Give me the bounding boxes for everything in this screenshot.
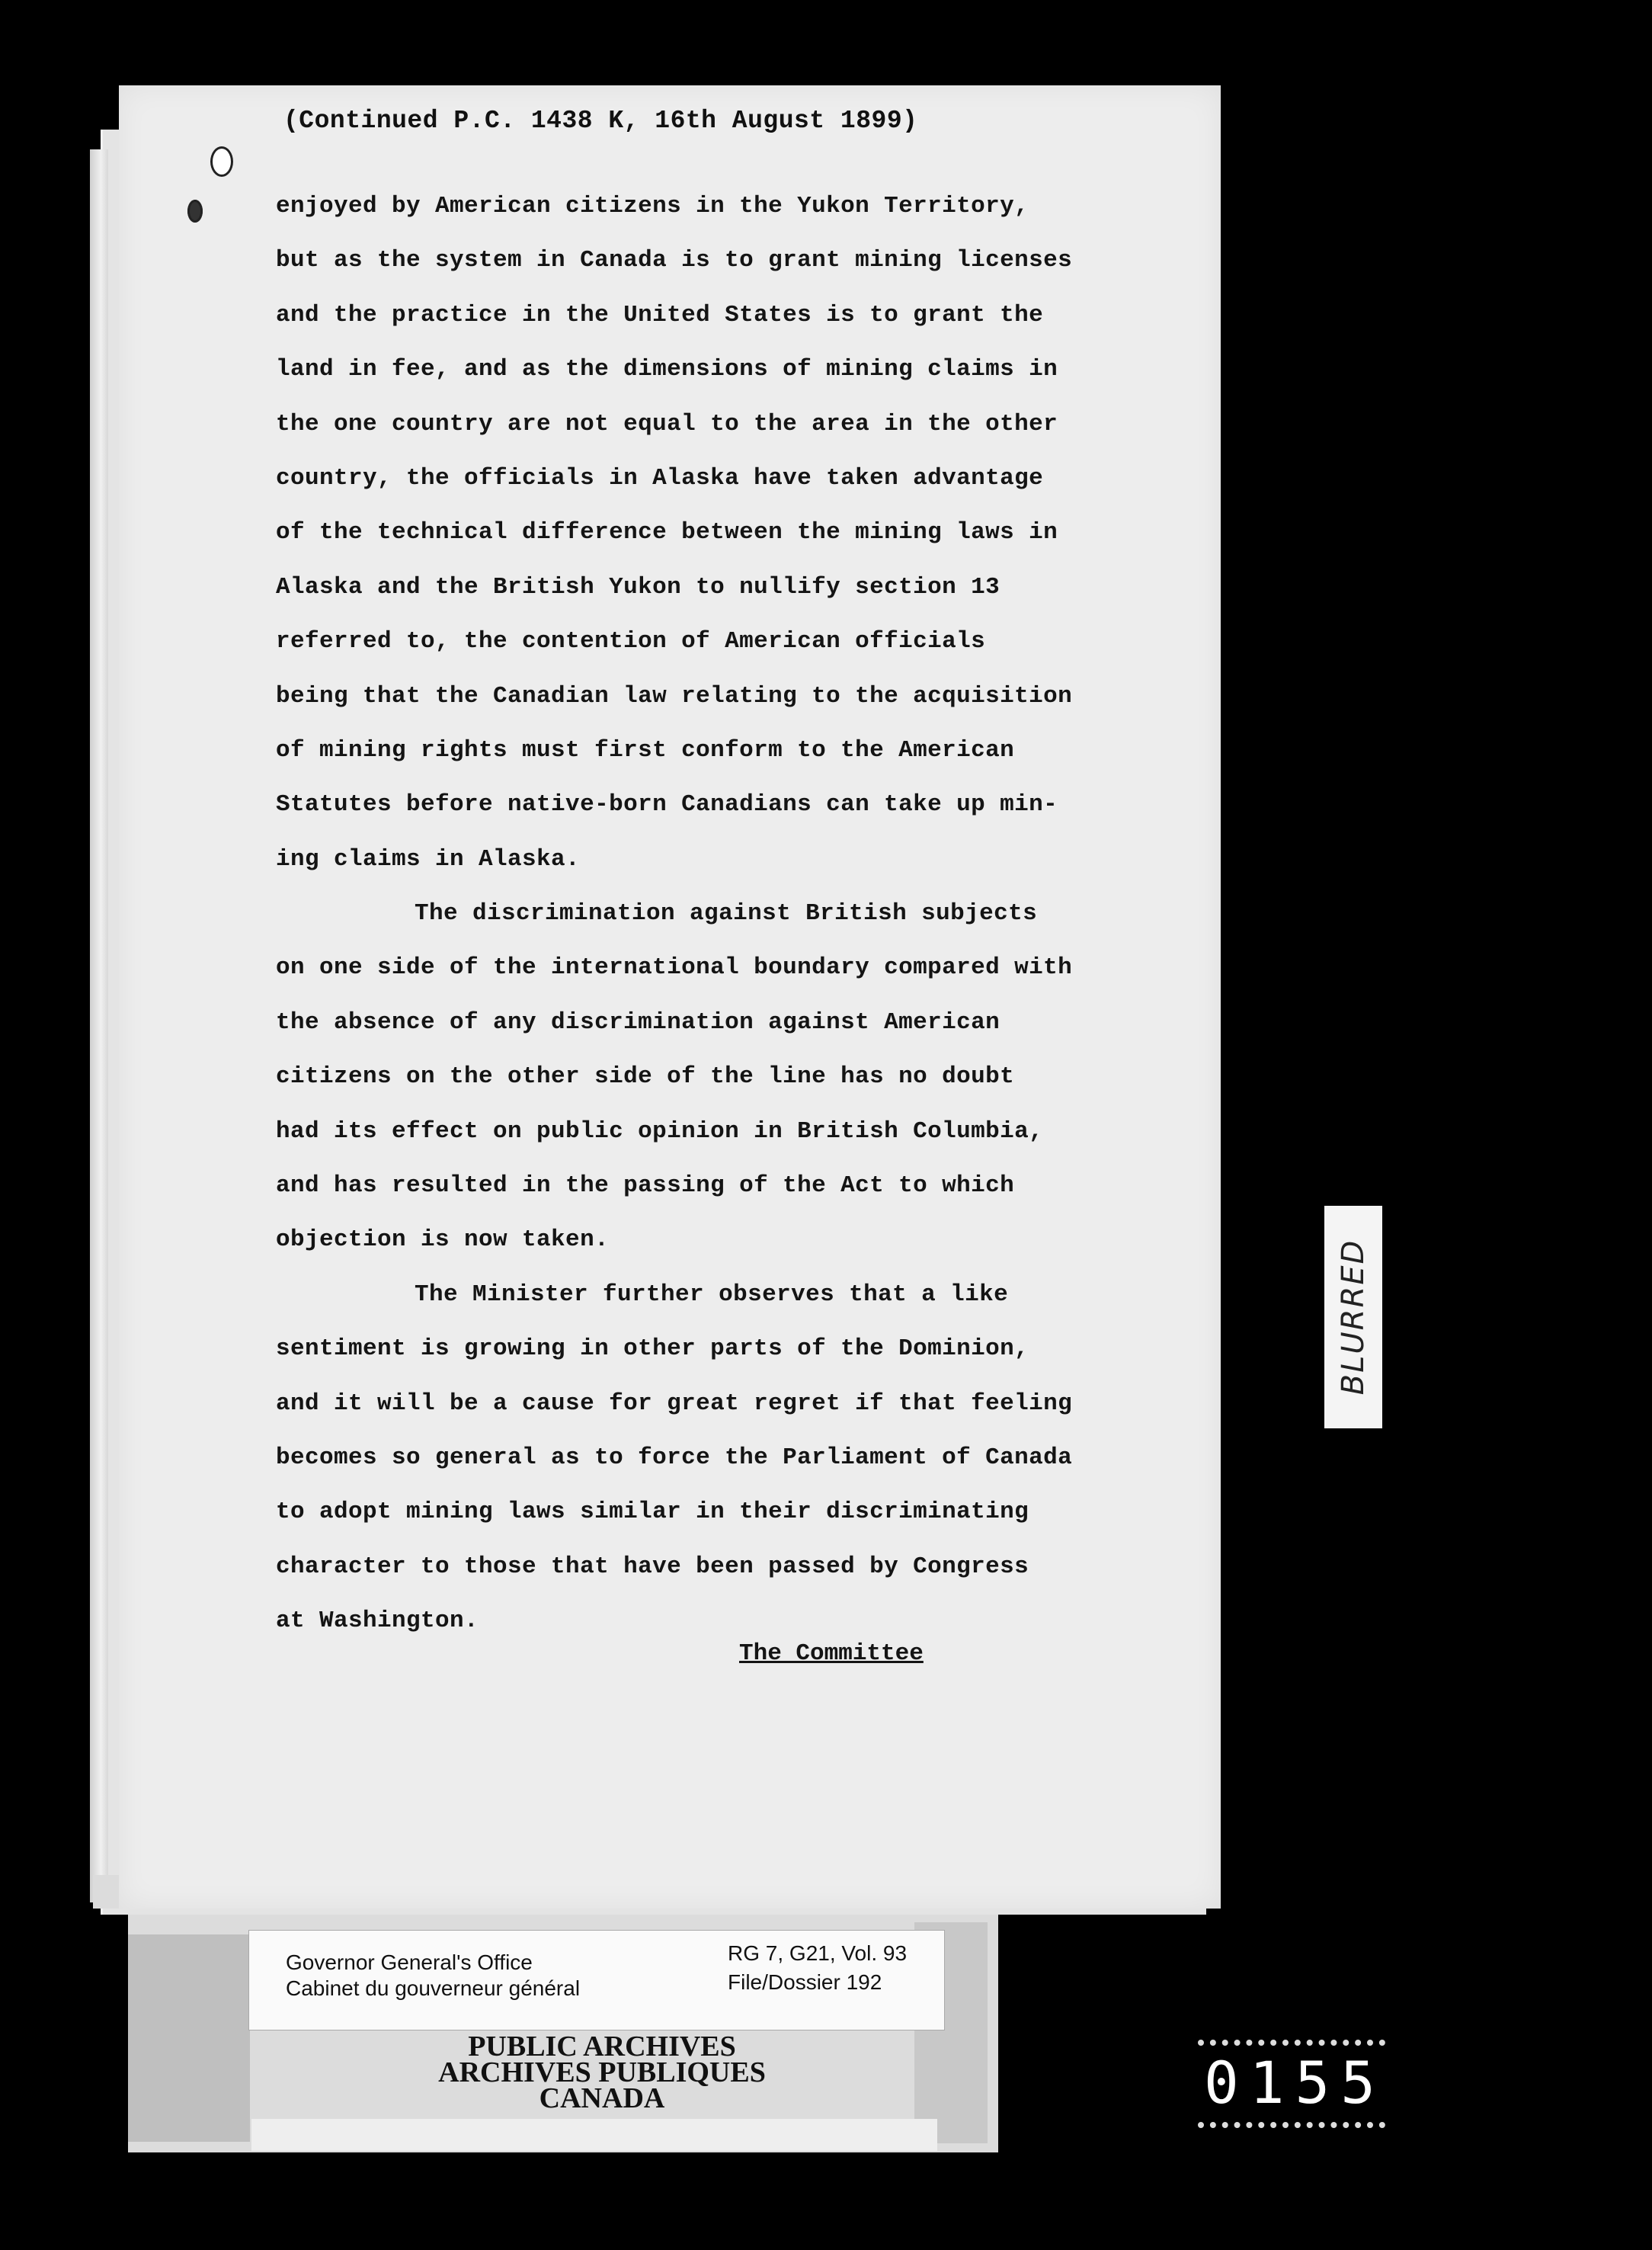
archive-reference-label (248, 1930, 945, 2030)
document-line: to adopt mining laws similar in their discriminating (276, 1498, 1029, 1526)
document-line: ing claims in Alaska. (276, 845, 581, 873)
blurred-tag-text: BLURRED (1336, 1239, 1371, 1396)
document-line: referred to, the contention of American officials (276, 628, 986, 655)
document-body (276, 179, 1099, 1649)
strip-bottom (251, 2119, 937, 2151)
document-line: of the technical difference between the mining laws in (276, 519, 1058, 546)
document-line: country, the officials in Alaska have taken advantage (276, 464, 1044, 492)
document-line: and the practice in the United States is to grant the (276, 301, 1044, 329)
document-line: The discrimination against British subjects (415, 900, 1038, 928)
punch-hole (187, 200, 203, 223)
document-line: and it will be a cause for great regret if that feeling (276, 1389, 1073, 1417)
archives-line-fr: ARCHIVES PUBLIQUES (438, 2056, 766, 2088)
document-line: had its effect on public opinion in British Columbia, (276, 1117, 1044, 1145)
punch-hole (210, 146, 233, 177)
archives-line-country: CANADA (539, 2082, 665, 2114)
document-line: on one side of the international boundary compared with (276, 954, 1073, 982)
document-line: objection is now taken. (276, 1226, 610, 1254)
file-reference: File/Dossier 192 (728, 1970, 882, 1994)
document-line: being that the Canadian law relating to the acquisition (276, 682, 1073, 710)
office-name-en: Governor General's Office (286, 1950, 533, 1974)
office-name-fr: Cabinet du gouverneur général (286, 1976, 581, 2000)
film-frame-counter (1198, 2040, 1385, 2128)
document-line: the one country are not equal to the area in the other (276, 410, 1058, 438)
document-line: citizens on the other side of the line has no doubt (276, 1063, 1015, 1091)
document-line: sentiment is growing in other parts of the Dominion, (276, 1335, 1029, 1363)
document-line: The Minister further observes that a like (415, 1280, 1009, 1308)
document-line: of mining rights must first conform to the American (276, 736, 1015, 764)
record-group-reference: RG 7, G21, Vol. 93 (728, 1941, 908, 1965)
public-archives-stamp (427, 2030, 777, 2114)
document-line: the absence of any discrimination against American (276, 1008, 1000, 1036)
document-line: becomes so general as to force the Parliament of Canada (276, 1444, 1073, 1471)
sheet-edge (90, 149, 108, 1902)
strip-shadow (128, 1934, 250, 2142)
document-line: at Washington. (276, 1607, 479, 1635)
document-line: Alaska and the British Yukon to nullify section 13 (276, 573, 1000, 601)
blurred-tag (1324, 1206, 1382, 1428)
document-line: character to those that have been passed by Congress (276, 1553, 1029, 1580)
archives-line-en: PUBLIC ARCHIVES (468, 2030, 736, 2062)
document-header: (Continued P.C. 1438 K, 16th August 1899) (283, 107, 918, 135)
frame-number: 0155 (1204, 2049, 1387, 2117)
document-line: but as the system in Canada is to grant mining licenses (276, 247, 1073, 274)
signature: The Committee (739, 1640, 924, 1667)
document-line: and has resulted in the passing of the Act to which (276, 1172, 1015, 1200)
document-line: Statutes before native-born Canadians can take up min- (276, 791, 1058, 819)
document-line: enjoyed by American citizens in the Yukon Territory, (276, 193, 1029, 220)
document-line: land in fee, and as the dimensions of mining claims in (276, 356, 1058, 383)
